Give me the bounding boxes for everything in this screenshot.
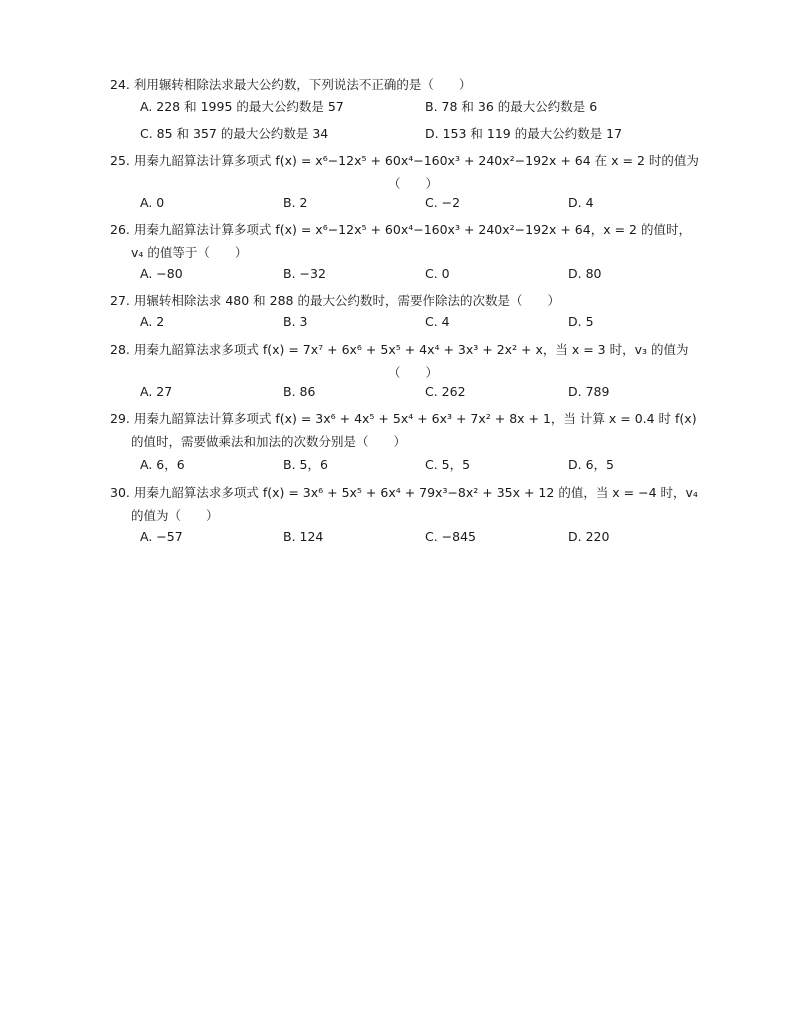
question-30-stem-continued: 的值为（ ） [131, 508, 219, 523]
question-28-answer-blank: （ ） [388, 365, 439, 380]
question-26-stem-continued: v₄ 的值等于（ ） [131, 245, 248, 260]
question-29-option-d: D. 6，5 [568, 457, 614, 472]
question-30-option-a: A. −57 [140, 529, 183, 544]
question-27-stem: 27. 用辗转相除法求 480 和 288 的最大公约数时，需要作除法的次数是（ ） [110, 293, 560, 308]
question-28-option-b: B. 86 [283, 384, 316, 399]
question-30-option-d: D. 220 [568, 529, 610, 544]
question-29-stem-continued: 的值时，需要做乘法和加法的次数分别是（ ） [131, 434, 407, 449]
question-30-option-c: C. −845 [425, 529, 477, 544]
question-24-option-b: B. 78 和 36 的最大公约数是 6 [425, 99, 598, 114]
question-28-option-a: A. 27 [140, 384, 173, 399]
question-25-option-d: D. 4 [568, 195, 594, 210]
question-29-option-b: B. 5，6 [283, 457, 328, 472]
question-26-option-c: C. 0 [425, 266, 450, 281]
question-29-option-c: C. 5，5 [425, 457, 471, 472]
question-25-option-a: A. 0 [140, 195, 165, 210]
question-24-option-a: A. 228 和 1995 的最大公约数是 57 [140, 99, 344, 114]
question-28-stem: 28. 用秦九韶算法求多项式 f(x) = 7x⁷ + 6x⁶ + 5x⁵ + 4x⁴ + 3x³ + 2x² + x，当 x = 3 时，v₃ 的值为 [110, 342, 689, 357]
question-25-answer-blank: （ ） [388, 176, 439, 191]
question-25-option-c: C. −2 [425, 195, 461, 210]
question-24-option-d: D. 153 和 119 的最大公约数是 17 [425, 126, 623, 141]
question-26-option-b: B. −32 [283, 266, 326, 281]
question-26-option-d: D. 80 [568, 266, 602, 281]
question-27-option-d: D. 5 [568, 314, 594, 329]
question-28-option-d: D. 789 [568, 384, 610, 399]
question-30-option-b: B. 124 [283, 529, 324, 544]
question-24-option-c: C. 85 和 357 的最大公约数是 34 [140, 126, 329, 141]
question-25-option-b: B. 2 [283, 195, 308, 210]
question-26-option-a: A. −80 [140, 266, 183, 281]
question-25-stem: 25. 用秦九韶算法计算多项式 f(x) = x⁶−12x⁵ + 60x⁴−160x³ + 240x²−192x + 64 在 x = 2 时的值为 [110, 153, 699, 168]
question-29-stem: 29. 用秦九韶算法计算多项式 f(x) = 3x⁶ + 4x⁵ + 5x⁴ + 6x³ + 7x² + 8x + 1，当 计算 x = 0.4 时 f(x) [110, 411, 697, 426]
question-26-stem: 26. 用秦九韶算法计算多项式 f(x) = x⁶−12x⁵ + 60x⁴−160x³ + 240x²−192x + 64，x = 2 的值时， [110, 222, 691, 237]
question-29-option-a: A. 6，6 [140, 457, 185, 472]
question-27-option-c: C. 4 [425, 314, 450, 329]
question-24-stem: 24. 利用辗转相除法求最大公约数，下列说法不正确的是（ ） [110, 77, 472, 92]
question-28-option-c: C. 262 [425, 384, 466, 399]
question-30-stem: 30. 用秦九韶算法求多项式 f(x) = 3x⁶ + 5x⁵ + 6x⁴ + 79x³−8x² + 35x + 12 的值，当 x = −4 时，v₄ [110, 485, 698, 500]
question-27-option-b: B. 3 [283, 314, 308, 329]
question-27-option-a: A. 2 [140, 314, 165, 329]
